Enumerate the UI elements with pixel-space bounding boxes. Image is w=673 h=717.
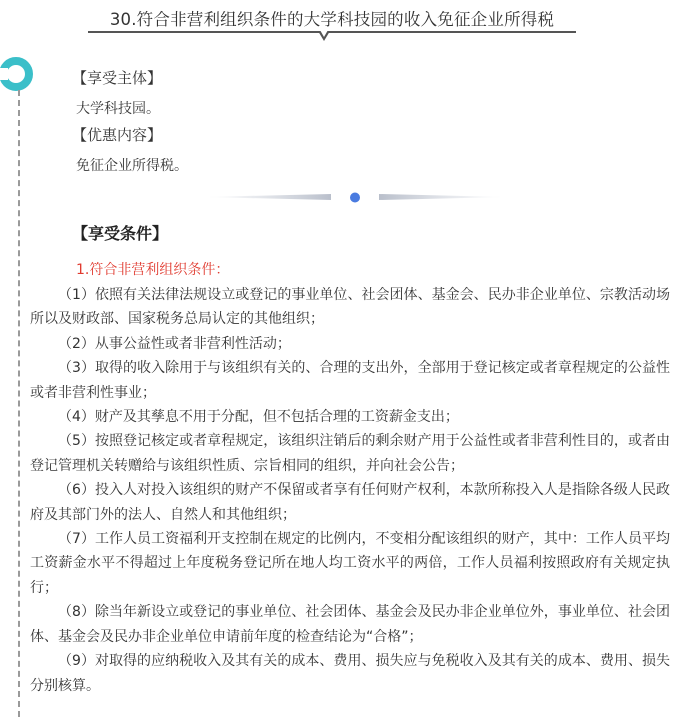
divider-dot-icon: [350, 193, 360, 203]
subject-text: 大学科技园。: [76, 101, 160, 117]
subject-label: 【享受主体】: [72, 69, 163, 87]
title-pointer-notch: [318, 31, 330, 41]
condition-item: （2）从事公益性或者非营利性活动；: [58, 335, 291, 352]
title-underline: [88, 31, 576, 33]
conditions-heading: 1.符合非营利组织条件：: [76, 262, 230, 278]
condition-item: （8）除当年新设立或登记的事业单位、社会团体、基金会及民办非企业单位外，事业单位、社会团体、基金会及民办非企业单位申请前年度的检查结论为“合格”；: [30, 604, 670, 645]
title-banner: [88, 0, 576, 44]
condition-item: （9）对取得的应纳税收入及其有关的成本、费用、损失应与免税收入及其有关的成本、费用、损失分别核算。: [30, 653, 670, 694]
condition-item: （7）工作人员工资福利开支控制在规定的比例内，不变相分配该组织的财产，其中：工作人员平均工资薪金水平不得超过上年度税务登记所在地人均工资水平的两倍，工作人员福利按照政府有关规定执行；: [30, 531, 670, 596]
benefit-text: 免征企业所得税。: [76, 158, 188, 174]
condition-item: （6）投入人对投入该组织的财产不保留或者享有任何财产权利，本款所称投入人是指除各级人民政府及其部门外的法人、自然人和其他组织；: [30, 482, 670, 523]
ring-icon: [0, 55, 38, 93]
conditions-list: [30, 283, 670, 698]
condition-item: （5）按照登记核定或者章程规定，该组织注销后的剩余财产用于公益性或者非营利性目的，或者由登记管理机关转赠给与该组织性质、宗旨相同的组织，并向社会公告；: [30, 433, 670, 474]
condition-item: （1）依照有关法律法规设立或登记的事业单位、社会团体、基金会、民办非企业单位、宗教活动场所以及财政部、国家税务总局认定的其他组织；: [30, 287, 670, 328]
conditions-title: 【享受条件】: [72, 224, 169, 243]
condition-item: （4）财产及其孳息不用于分配，但不包括合理的工资薪金支出；: [58, 409, 459, 426]
page-title: 30.符合非营利组织条件的大学科技园的收入免征企业所得税: [109, 10, 555, 29]
benefit-label: 【优惠内容】: [72, 126, 163, 144]
condition-item: （3）取得的收入除用于与该组织有关的、合理的支出外，全部用于登记核定或者章程规定的公益性或者非营利性事业；: [30, 360, 670, 401]
section-divider: [205, 190, 505, 204]
timeline-dashed-line: [18, 90, 20, 717]
